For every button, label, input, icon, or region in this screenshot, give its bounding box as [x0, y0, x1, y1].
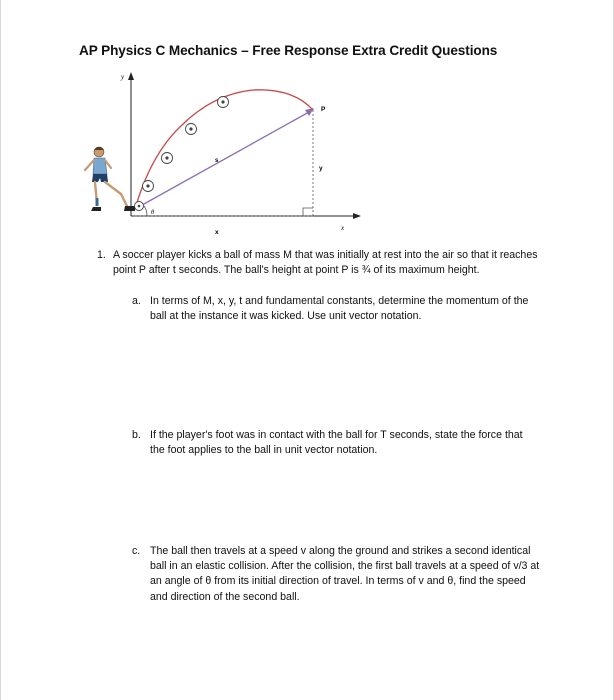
- right-angle-marker: [303, 208, 313, 216]
- height-label: y: [319, 165, 323, 172]
- question-1a: [132, 294, 532, 324]
- point-p-label: P: [321, 106, 326, 113]
- question-1a-letter: a.: [132, 295, 141, 307]
- displacement-vector: [135, 112, 309, 209]
- question-1b: [132, 428, 532, 458]
- question-1c-text: The ball then travels at a speed v along the ground and strikes a second identical ball in an elastic collision. After the collision, the first ball travels at a speed of v/3 at an angle of θ from its initial direction of travel. In terms of v and θ, find the speed and direction of the second ball.: [150, 545, 540, 603]
- question-1c-letter: c.: [132, 545, 141, 557]
- y-axis-label: y: [121, 73, 125, 81]
- angle-label: θ: [151, 209, 155, 216]
- ball-4: [218, 97, 229, 108]
- ball-3: [186, 124, 197, 135]
- question-1-text: A soccer player kicks a ball of mass M that was initially at rest into the air so that it reaches point P after t seconds. The ball's height at point P is ¾ of its maximum height.: [113, 249, 538, 277]
- ball-2: [162, 153, 173, 164]
- question-1-number: 1.: [97, 249, 106, 261]
- x-axis-arrow: [353, 213, 361, 219]
- ball-1: [143, 181, 154, 192]
- x-axis-label: x: [341, 224, 345, 232]
- y-axis-arrow: [128, 72, 134, 80]
- question-1b-text: If the player's foot was in contact with the ball for T seconds, state the force that the foot applies to the ball in unit vector notation.: [150, 429, 523, 457]
- question-1a-text: In terms of M, x, y, t and fundamental constants, determine the momentum of the ball at the instance it was kicked. Use unit vector notation.: [150, 295, 529, 323]
- distance-label: x: [215, 229, 219, 236]
- page-title: AP Physics C Mechanics – Free Response Extra Credit Questions: [79, 43, 498, 58]
- displacement-label: s: [215, 158, 219, 164]
- question-1c: [132, 544, 542, 605]
- angle-arc: [144, 206, 147, 216]
- question-1b-letter: b.: [132, 429, 141, 441]
- question-1: [97, 248, 547, 278]
- soccer-player-figure: [85, 147, 144, 211]
- projectile-diagram: [83, 66, 373, 238]
